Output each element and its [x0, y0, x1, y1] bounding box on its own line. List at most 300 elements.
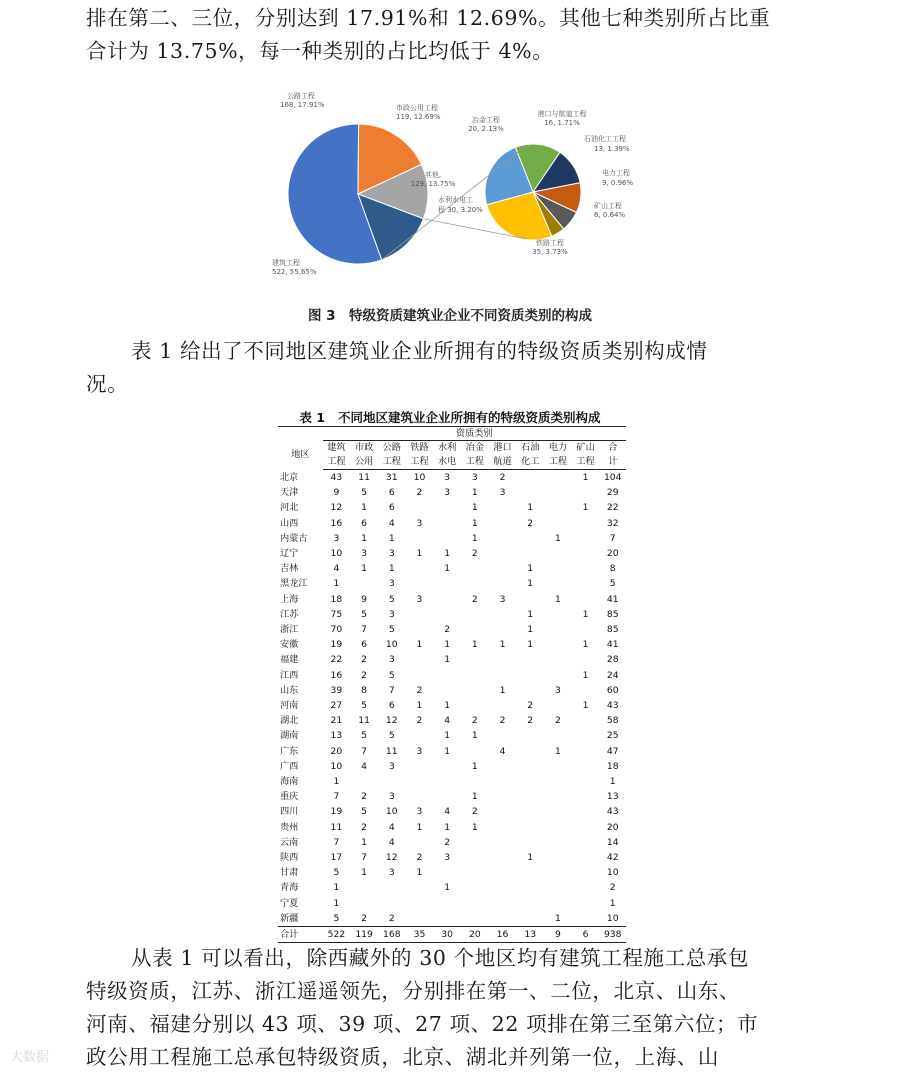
table-row: [278, 744, 626, 759]
column-header-bottom: 工程: [406, 455, 434, 470]
value-cell: [433, 896, 461, 911]
value-cell: [544, 516, 572, 531]
value-cell: [461, 561, 489, 576]
value-cell: 2: [416, 715, 423, 727]
value-cell: [461, 668, 489, 683]
table-row: [278, 576, 626, 591]
value-cell: 5: [388, 669, 395, 681]
region-cell: 福建: [280, 654, 299, 666]
value-cell: 7: [361, 745, 368, 757]
value-cell: 3: [499, 487, 506, 499]
table-row: [278, 759, 626, 774]
value-cell: 5: [388, 593, 395, 605]
value-cell: 1: [554, 532, 561, 544]
region-cell: 山东: [280, 684, 299, 696]
value-cell: 2: [361, 669, 368, 681]
table-row: [278, 652, 626, 667]
value-cell: 1: [527, 624, 534, 636]
value-cell: [544, 759, 572, 774]
value-cell: [489, 804, 517, 819]
column-header-top: 铁路: [410, 442, 429, 453]
value-cell: 1: [471, 639, 478, 651]
slice-label: 铁路工程: [536, 239, 564, 247]
value-cell: [572, 804, 600, 819]
value-cell: 119: [350, 927, 378, 943]
value-cell: [406, 531, 434, 546]
region-cell: 青海: [280, 882, 299, 894]
value-cell: [489, 668, 517, 683]
value-cell: 58: [606, 715, 619, 727]
value-cell: [406, 652, 434, 667]
value-cell: [544, 652, 572, 667]
value-cell: 5: [333, 912, 340, 924]
value-cell: [406, 607, 434, 622]
value-cell: [406, 668, 434, 683]
column-header-bottom: 工程: [461, 455, 489, 470]
value-cell: 10: [413, 472, 426, 483]
value-cell: [489, 607, 517, 622]
value-cell: [433, 516, 461, 531]
value-cell: [378, 774, 406, 789]
value-cell: 5: [333, 867, 340, 879]
value-cell: 7: [333, 791, 340, 803]
value-cell: [461, 622, 489, 637]
value-cell: [350, 896, 378, 911]
value-cell: [433, 865, 461, 880]
value-cell: 1: [471, 821, 478, 833]
value-cell: 1: [471, 532, 478, 544]
value-cell: [378, 896, 406, 911]
value-cell: 2: [554, 715, 561, 727]
value-cell: 4: [361, 760, 368, 772]
value-cell: 6: [388, 700, 395, 712]
value-cell: 3: [554, 684, 561, 696]
table-row: [278, 698, 626, 713]
value-cell: [572, 744, 600, 759]
table-row: [278, 911, 626, 927]
region-cell: 上海: [280, 593, 299, 605]
value-cell: [406, 622, 434, 637]
value-cell: 43: [330, 472, 343, 483]
value-cell: 10: [385, 639, 398, 651]
value-cell: 16: [330, 669, 343, 681]
value-cell: 1: [444, 730, 451, 742]
value-cell: [572, 561, 600, 576]
value-cell: 1: [582, 669, 589, 681]
value-cell: [489, 652, 517, 667]
slice-label: 电力工程: [602, 169, 630, 177]
value-cell: 43: [606, 700, 619, 712]
value-cell: 1: [609, 897, 616, 909]
value-cell: 14: [606, 836, 619, 848]
text-line: 况。: [86, 372, 129, 396]
table-number: 表 1: [299, 410, 325, 425]
slice-label: 522, 55.65%: [272, 268, 317, 276]
value-cell: [544, 835, 572, 850]
value-cell: 1: [444, 563, 451, 575]
value-cell: 1: [333, 882, 340, 894]
value-cell: 2: [361, 791, 368, 803]
value-cell: 9: [544, 927, 572, 943]
value-cell: [516, 880, 544, 895]
value-cell: 1: [361, 502, 368, 514]
value-cell: 85: [606, 608, 619, 620]
value-cell: 31: [385, 472, 398, 483]
value-cell: [516, 774, 544, 789]
value-cell: [489, 911, 517, 927]
value-cell: 1: [527, 563, 534, 575]
region-cell: 内蒙古: [280, 532, 308, 544]
value-cell: [572, 713, 600, 728]
value-cell: [516, 470, 544, 486]
value-cell: 3: [388, 654, 395, 666]
value-cell: [461, 652, 489, 667]
value-cell: 18: [330, 593, 343, 605]
value-cell: 12: [385, 852, 398, 864]
value-cell: 4: [333, 563, 340, 575]
region-cell: 广东: [280, 745, 299, 757]
value-cell: 1: [333, 897, 340, 909]
value-cell: [572, 911, 600, 927]
value-cell: 1: [361, 867, 368, 879]
table-row: [278, 485, 626, 500]
value-cell: 13: [516, 927, 544, 943]
table-row: [278, 592, 626, 607]
slice-label: 石油化工工程: [584, 135, 626, 143]
value-cell: 1: [471, 791, 478, 803]
table-row: [278, 728, 626, 743]
table-row: [278, 850, 626, 865]
table-row: [278, 607, 626, 622]
value-cell: 1: [527, 852, 534, 864]
value-cell: [378, 880, 406, 895]
value-cell: [461, 683, 489, 698]
value-cell: [350, 880, 378, 895]
value-cell: [461, 880, 489, 895]
value-cell: [489, 531, 517, 546]
region-cell: 新疆: [280, 912, 299, 924]
slice-label: 16, 1.71%: [544, 119, 580, 127]
value-cell: [433, 531, 461, 546]
column-header-top: 水利: [437, 442, 457, 453]
figure-caption: 图 3 特级资质建筑业企业不同资质类别的构成: [307, 308, 593, 324]
value-cell: [572, 880, 600, 895]
column-header-bottom: 计: [599, 455, 626, 470]
value-cell: 1: [361, 532, 368, 544]
column-header-top: 矿山: [576, 442, 595, 453]
value-cell: [572, 789, 600, 804]
value-cell: 18: [606, 760, 619, 772]
value-cell: 10: [606, 912, 619, 924]
value-cell: [516, 546, 544, 561]
value-cell: [544, 820, 572, 835]
value-cell: [544, 728, 572, 743]
value-cell: 1: [416, 700, 423, 712]
value-cell: 4: [388, 836, 395, 848]
column-header-bottom: 公用: [350, 455, 378, 470]
value-cell: [461, 835, 489, 850]
region-cell: 吉林: [280, 563, 299, 575]
value-cell: [544, 485, 572, 500]
value-cell: 22: [330, 654, 343, 666]
region-cell: 江西: [280, 669, 299, 681]
value-cell: [489, 835, 517, 850]
value-cell: [406, 759, 434, 774]
value-cell: [433, 592, 461, 607]
slice-label: 建筑工程: [272, 259, 300, 267]
text-line: 从表 1 可以看出，除西藏外的 30 个地区均有建筑工程施工总承包: [131, 946, 749, 970]
value-cell: 11: [358, 715, 370, 727]
value-cell: [406, 728, 434, 743]
value-cell: [544, 637, 572, 652]
value-cell: 4: [444, 806, 451, 818]
region-cell: 辽宁: [280, 548, 299, 560]
value-cell: 2: [527, 517, 534, 529]
value-cell: 3: [388, 791, 395, 803]
column-header-bottom: 工程: [544, 455, 572, 470]
value-cell: [433, 774, 461, 789]
value-cell: 13: [606, 791, 619, 803]
value-cell: 41: [606, 593, 619, 605]
region-cell: 四川: [280, 806, 299, 818]
value-cell: [406, 880, 434, 895]
value-cell: 10: [330, 760, 343, 772]
value-cell: 3: [333, 532, 340, 544]
value-cell: [461, 744, 489, 759]
column-header-top: 公路: [382, 442, 401, 453]
value-cell: [461, 607, 489, 622]
value-cell: 20: [606, 821, 619, 833]
value-cell: [489, 789, 517, 804]
value-cell: [544, 698, 572, 713]
region-cell: 湖南: [280, 730, 299, 742]
slice-label: 13, 1.39%: [594, 145, 630, 153]
slice-label: 程 30, 3.20%: [438, 206, 483, 214]
value-cell: [572, 546, 600, 561]
value-cell: [406, 835, 434, 850]
value-cell: 1: [582, 608, 589, 620]
column-header-bottom: 化工: [516, 455, 544, 470]
value-cell: 12: [385, 715, 398, 727]
text-line: 排在第二、三位，分别达到 17.91%和 12.69%。其他七种类别所占比重: [86, 6, 771, 30]
table-row: [278, 804, 626, 819]
value-cell: 1: [527, 639, 534, 651]
region-cell: 天津: [280, 487, 299, 499]
value-cell: [544, 470, 572, 486]
value-cell: 1: [582, 700, 589, 712]
value-cell: 5: [388, 730, 395, 742]
value-cell: 2: [527, 715, 534, 727]
value-cell: 39: [330, 684, 343, 696]
value-cell: 17: [330, 852, 343, 864]
value-cell: [406, 896, 434, 911]
value-cell: 1: [554, 912, 561, 924]
value-cell: 1: [361, 563, 368, 575]
value-cell: 3: [499, 593, 506, 605]
value-cell: [516, 652, 544, 667]
column-header-bottom: 水电: [433, 455, 461, 470]
value-cell: 4: [388, 821, 395, 833]
value-cell: 2: [444, 624, 451, 636]
value-cell: 7: [361, 624, 368, 636]
value-cell: 41: [606, 639, 619, 651]
value-cell: 104: [603, 472, 622, 483]
value-cell: 24: [606, 669, 619, 681]
value-cell: 3: [388, 867, 395, 879]
watermark: 大数据: [10, 1050, 50, 1065]
value-cell: 1: [554, 745, 561, 757]
value-cell: [544, 668, 572, 683]
value-cell: [406, 561, 434, 576]
region-cell: 海南: [280, 776, 299, 788]
table-row: [278, 637, 626, 652]
value-cell: 75: [330, 608, 343, 620]
value-cell: [544, 546, 572, 561]
value-cell: 1: [333, 578, 340, 590]
value-cell: [489, 622, 517, 637]
text-line: 特级资质，江苏、浙江遥遥领先，分别排在第一、二位，北京、山东、: [86, 979, 741, 1003]
value-cell: [572, 850, 600, 865]
value-cell: [544, 774, 572, 789]
value-cell: [461, 774, 489, 789]
value-cell: 27: [330, 700, 343, 712]
column-header-top: 电力: [548, 442, 568, 453]
value-cell: 20: [330, 745, 343, 757]
slice-label: 6, 0.64%: [594, 211, 626, 219]
table-row: [278, 561, 626, 576]
text-line: 合计为 13.75%，每一种类别的占比均低于 4%。: [86, 39, 554, 63]
value-cell: 3: [416, 745, 423, 757]
table-row: [278, 668, 626, 683]
value-cell: 6: [361, 639, 368, 651]
value-cell: 10: [385, 806, 398, 818]
value-cell: 20: [461, 927, 489, 943]
value-cell: 3: [388, 578, 395, 590]
group-header: 资质类别: [323, 427, 626, 441]
value-cell: 3: [416, 593, 423, 605]
region-cell: 黑龙江: [280, 578, 308, 590]
value-cell: 1: [471, 730, 478, 742]
value-cell: [544, 789, 572, 804]
value-cell: [489, 546, 517, 561]
value-cell: 3: [444, 852, 451, 864]
table-row: [278, 713, 626, 728]
value-cell: 2: [361, 912, 368, 924]
value-cell: 3: [388, 548, 395, 560]
value-cell: [406, 911, 434, 927]
value-cell: 9: [333, 487, 340, 499]
value-cell: [489, 865, 517, 880]
value-cell: [544, 622, 572, 637]
value-cell: 1: [471, 517, 478, 529]
value-cell: 16: [489, 927, 517, 943]
value-cell: 7: [333, 836, 340, 848]
value-cell: 1: [416, 867, 423, 879]
value-cell: 1: [499, 684, 506, 696]
value-cell: [544, 607, 572, 622]
value-cell: 7: [609, 532, 616, 544]
value-cell: [516, 835, 544, 850]
value-cell: [489, 774, 517, 789]
value-cell: [516, 728, 544, 743]
value-cell: [544, 576, 572, 591]
region-cell: 湖北: [280, 715, 299, 727]
value-cell: [461, 576, 489, 591]
value-cell: [516, 820, 544, 835]
value-cell: [489, 516, 517, 531]
value-cell: [516, 683, 544, 698]
value-cell: [572, 531, 600, 546]
value-cell: 2: [471, 548, 478, 560]
value-cell: [572, 865, 600, 880]
region-cell: 宁夏: [280, 897, 299, 909]
value-cell: [489, 820, 517, 835]
region-cell: 云南: [280, 836, 299, 848]
value-cell: 11: [330, 821, 343, 833]
value-cell: 2: [416, 487, 423, 499]
value-cell: [350, 774, 378, 789]
value-cell: [433, 789, 461, 804]
table-row: [278, 865, 626, 880]
value-cell: 1: [471, 487, 478, 499]
region-cell: 广西: [280, 760, 299, 772]
value-cell: [406, 500, 434, 515]
value-cell: [489, 896, 517, 911]
value-cell: 1: [444, 882, 451, 894]
value-cell: [516, 592, 544, 607]
pie-chart: [250, 82, 670, 282]
region-cell: 贵州: [280, 821, 299, 833]
value-cell: 1: [554, 593, 561, 605]
value-cell: [350, 576, 378, 591]
value-cell: 70: [330, 624, 343, 636]
value-cell: [516, 865, 544, 880]
table-row: [278, 835, 626, 850]
table-total-row: [278, 927, 626, 943]
value-cell: 19: [330, 806, 343, 818]
value-cell: 3: [444, 472, 451, 483]
value-cell: 1: [609, 776, 616, 788]
value-cell: [516, 759, 544, 774]
value-cell: [572, 759, 600, 774]
value-cell: [516, 485, 544, 500]
slice-label: 20, 2.13%: [468, 125, 504, 133]
value-cell: 1: [444, 745, 451, 757]
value-cell: 3: [388, 760, 395, 772]
column-header-top: 合: [608, 442, 618, 453]
value-cell: [516, 744, 544, 759]
column-header-bottom: 工程: [572, 455, 600, 470]
value-cell: [544, 804, 572, 819]
value-cell: [489, 576, 517, 591]
value-cell: 1: [416, 821, 423, 833]
value-cell: 1: [416, 639, 423, 651]
value-cell: 3: [471, 472, 478, 483]
value-cell: [544, 850, 572, 865]
table-row: [278, 531, 626, 546]
value-cell: [433, 683, 461, 698]
value-cell: [489, 850, 517, 865]
value-cell: [489, 728, 517, 743]
text-line: 政公用工程施工总承包特级资质，北京、湖北并列第一位，上海、山: [86, 1045, 719, 1069]
region-cell: 重庆: [280, 791, 299, 803]
value-cell: [516, 531, 544, 546]
value-cell: [406, 774, 434, 789]
value-cell: 3: [361, 548, 368, 560]
slice-label: 市政公用工程: [396, 104, 438, 112]
column-header-bottom: 工程: [323, 455, 351, 470]
value-cell: 1: [527, 502, 534, 514]
